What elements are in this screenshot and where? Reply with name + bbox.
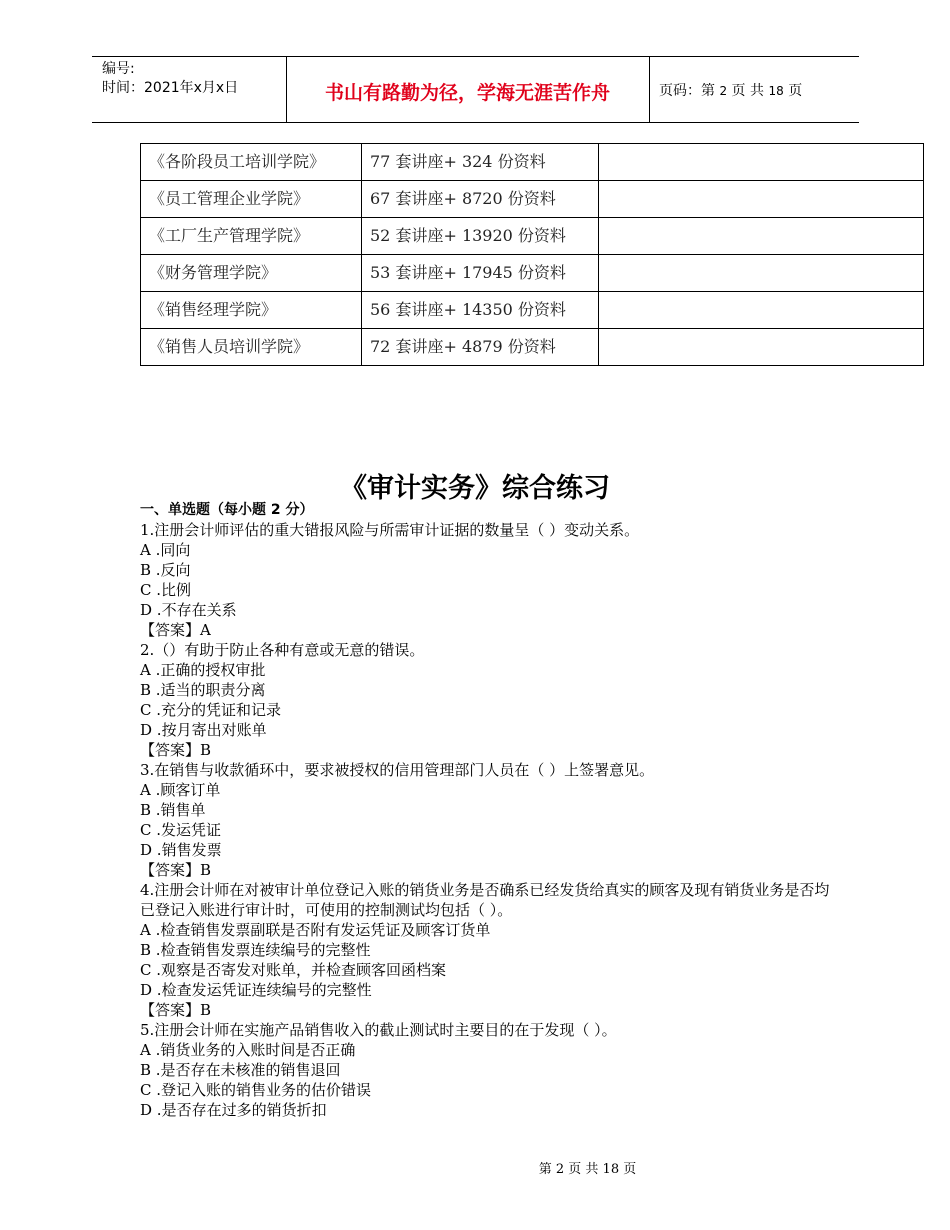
question-stem: 5.注册会计师在实施产品销售收入的截止测试时主要目的在于发现（ ）。 [140, 1021, 617, 1039]
resource-detail-cell: 77 套讲座+ 324 份资料 [362, 144, 599, 181]
resource-name-cell: 《销售人员培训学院》 [141, 329, 362, 366]
question-option: C .充分的凭证和记录 [140, 701, 282, 719]
page-footer: 第 2 页 共 18 页 [538, 1162, 637, 1177]
resource-detail-cell: 67 套讲座+ 8720 份资料 [362, 181, 599, 218]
question-option: C .发运凭证 [140, 821, 222, 839]
question-option: A .同向 [140, 541, 191, 559]
question-option: B .是否存在未核准的销售退回 [140, 1061, 341, 1079]
question-option: B .反向 [140, 561, 191, 579]
table-row [141, 218, 924, 255]
question-option: D .销售发票 [140, 841, 222, 859]
resource-name-cell: 《各阶段员工培训学院》 [141, 144, 362, 181]
question-option: B .检查销售发票连续编号的完整性 [140, 941, 371, 959]
header-meta [102, 60, 238, 98]
resource-table [140, 143, 924, 366]
table-row [141, 181, 924, 218]
question-option: A .正确的授权审批 [140, 661, 266, 679]
resource-name-cell: 《销售经理学院》 [141, 292, 362, 329]
question-option: D .是否存在过多的销货折扣 [140, 1101, 327, 1119]
resource-detail-cell: 53 套讲座+ 17945 份资料 [362, 255, 599, 292]
question-option: D .不存在关系 [140, 601, 237, 619]
question-option: B .适当的职责分离 [140, 681, 266, 699]
question-stem: 1.注册会计师评估的重大错报风险与所需审计证据的数量呈（ ）变动关系。 [140, 521, 640, 539]
resource-note-cell [599, 292, 924, 329]
resource-note-cell [599, 218, 924, 255]
resource-detail-cell: 72 套讲座+ 4879 份资料 [362, 329, 599, 366]
resource-name-cell: 《工厂生产管理学院》 [141, 218, 362, 255]
table-row [141, 292, 924, 329]
resource-name-cell: 《员工管理企业学院》 [141, 181, 362, 218]
question-option: C .比例 [140, 581, 192, 599]
question-answer: 【答案】A [140, 621, 211, 639]
resource-note-cell [599, 144, 924, 181]
table-row [141, 144, 924, 181]
exercise-content [140, 500, 830, 1120]
question-stem: 4.注册会计师在对被审计单位登记入账的销货业务是否确系已经发货给真实的顾客及现有销货业务是否均已登记入账进行审计时，可使用的控制测试均包括（ ）。 [140, 881, 830, 919]
header-divider-right [649, 56, 650, 122]
header-bottom-rule [92, 122, 859, 123]
question-answer: 【答案】B [140, 861, 212, 879]
header-page-total: 18 [768, 84, 784, 98]
question-list [140, 520, 830, 1120]
header-page-label: 页码：第 [659, 83, 715, 99]
question-option: D .按月寄出对账单 [140, 721, 267, 739]
resource-name-cell: 《财务管理学院》 [141, 255, 362, 292]
table-row [141, 329, 924, 366]
exercise-title: 《审计实务》综合练习 [340, 473, 610, 504]
question-option: C .登记入账的销售业务的估价错误 [140, 1081, 372, 1099]
header-number: 编号: [102, 61, 135, 77]
section-heading: 一、单选题（每小题 2 分） [140, 502, 314, 518]
question-answer: 【答案】B [140, 741, 212, 759]
header-slogan: 书山有路勤为径，学海无涯苦作舟 [324, 82, 610, 104]
header-time: 时间：2021年x月x日 [102, 80, 239, 96]
question-option: D .检查发运凭证连续编号的完整性 [140, 981, 372, 999]
question-stem: 3.在销售与收款循环中，要求被授权的信用管理部门人员在（ ）上签署意见。 [140, 761, 655, 779]
resource-detail-cell: 52 套讲座+ 13920 份资料 [362, 218, 599, 255]
header-page-end: 页 [788, 83, 803, 99]
question-answer: 【答案】B [140, 1001, 212, 1019]
resource-detail-cell: 56 套讲座+ 14350 份资料 [362, 292, 599, 329]
question-stem: 2.（）有助于防止各种有意或无意的错误。 [140, 641, 425, 659]
table-row [141, 255, 924, 292]
question-option: C .观察是否寄发对账单，并检查顾客回函档案 [140, 961, 447, 979]
resource-note-cell [599, 181, 924, 218]
question-option: A .销货业务的入账时间是否正确 [140, 1041, 356, 1059]
resource-note-cell [599, 255, 924, 292]
question-option: A .检查销售发票副联是否附有发运凭证及顾客订货单 [140, 921, 491, 939]
resource-note-cell [599, 329, 924, 366]
header-page-info [659, 80, 802, 100]
header-page-number: 2 [719, 84, 728, 98]
header-page-mid: 页 共 [731, 83, 764, 99]
header-top-rule [92, 56, 859, 57]
question-option: A .顾客订单 [140, 781, 221, 799]
question-option: B .销售单 [140, 801, 206, 819]
